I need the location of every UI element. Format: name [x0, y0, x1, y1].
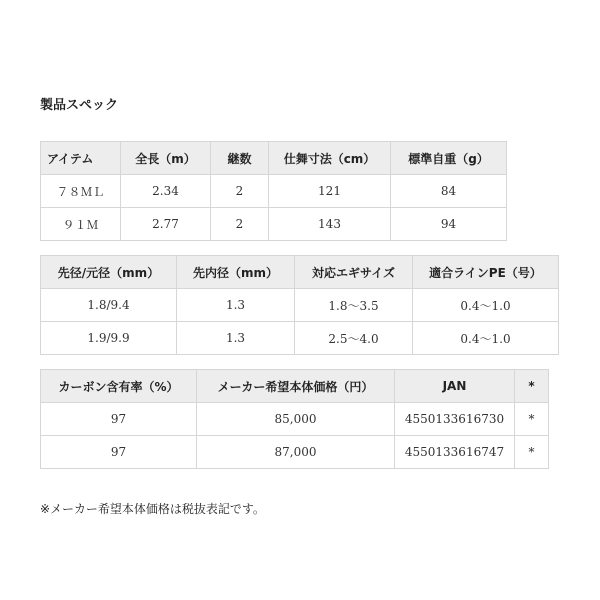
- price-note: ※メーカー希望本体価格は税抜表記です。: [40, 502, 265, 516]
- header-item: アイテム: [41, 142, 121, 175]
- cell-price: 85,000: [197, 403, 395, 436]
- table-header-row: [41, 256, 559, 289]
- cell-asterisk: *: [515, 436, 549, 469]
- cell-item: ７８ＭＬ: [41, 175, 121, 208]
- table-row: [41, 289, 559, 322]
- cell-tip-inner-diameter: 1.3: [177, 289, 295, 322]
- cell-carbon-content: 97: [41, 403, 197, 436]
- table-header-row: [41, 142, 507, 175]
- cell-asterisk: *: [515, 403, 549, 436]
- header-jan: JAN: [395, 370, 515, 403]
- header-asterisk: *: [515, 370, 549, 403]
- cell-weight: 94: [391, 208, 507, 241]
- table-row: [41, 436, 549, 469]
- section-heading: 製品スペック: [40, 98, 119, 113]
- cell-jan: 4550133616730: [395, 403, 515, 436]
- header-length: 全長（m）: [121, 142, 211, 175]
- cell-tip-butt-diameter: 1.9/9.9: [41, 322, 177, 355]
- table-row: [41, 403, 549, 436]
- cell-weight: 84: [391, 175, 507, 208]
- cell-item: ９１Ｍ: [41, 208, 121, 241]
- cell-tip-inner-diameter: 1.3: [177, 322, 295, 355]
- spec-table-dimensions: [40, 255, 559, 355]
- table-row: [41, 208, 507, 241]
- cell-sections: 2: [211, 175, 269, 208]
- cell-price: 87,000: [197, 436, 395, 469]
- header-weight: 標準自重（g）: [391, 142, 507, 175]
- header-tip-butt-diameter: 先径/元径（mm）: [41, 256, 177, 289]
- cell-line-pe: 0.4～1.0: [413, 322, 559, 355]
- cell-length: 2.34: [121, 175, 211, 208]
- cell-line-pe: 0.4～1.0: [413, 289, 559, 322]
- cell-closed-length: 121: [269, 175, 391, 208]
- cell-tip-butt-diameter: 1.8/9.4: [41, 289, 177, 322]
- header-sections: 継数: [211, 142, 269, 175]
- cell-egi-size: 1.8～3.5: [295, 289, 413, 322]
- cell-jan: 4550133616747: [395, 436, 515, 469]
- cell-sections: 2: [211, 208, 269, 241]
- table-row: [41, 322, 559, 355]
- cell-egi-size: 2.5～4.0: [295, 322, 413, 355]
- header-egi-size: 対応エギサイズ: [295, 256, 413, 289]
- header-price: メーカー希望本体価格（円）: [197, 370, 395, 403]
- header-closed-length: 仕舞寸法（cm）: [269, 142, 391, 175]
- cell-carbon-content: 97: [41, 436, 197, 469]
- cell-length: 2.77: [121, 208, 211, 241]
- spec-table-basic: [40, 141, 507, 241]
- header-tip-inner-diameter: 先内径（mm）: [177, 256, 295, 289]
- table-row: [41, 175, 507, 208]
- cell-closed-length: 143: [269, 208, 391, 241]
- header-carbon-content: カーボン含有率（%）: [41, 370, 197, 403]
- table-header-row: [41, 370, 549, 403]
- spec-table-price: [40, 369, 549, 469]
- header-line-pe: 適合ラインPE（号）: [413, 256, 559, 289]
